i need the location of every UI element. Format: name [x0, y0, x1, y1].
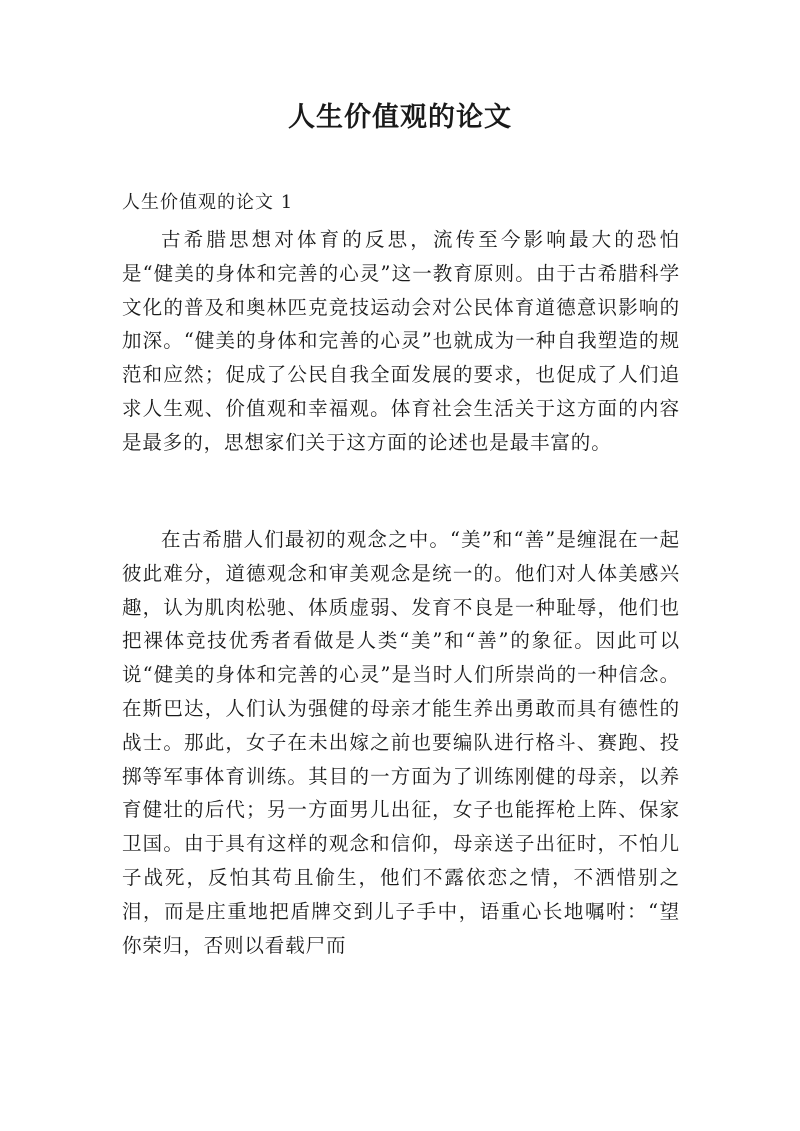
- paragraph-2: 在古希腊人们最初的观念之中。“美”和“善”是缠混在一起彼此难分，道德观念和审美观念是统一的。他们对人体美感兴趣，认为肌肉松驰、体质虚弱、发育不良是一种耻辱，他们也把裸体竞技优秀者看做是人类“美”和“善”的象征。因此可以说“健美的身体和完善的心灵”是当时人们所崇尚的一种信念。在斯巴达，人们认为强健的母亲才能生养出勇敢而具有德性的战士。那此，女子在未出嫁之前也要编队进行格斗、赛跑、投掷等军事体育训练。其目的一方面为了训练刚健的母亲，以养育健壮的后代；另一方面男儿出征，女子也能挥枪上阵、保家卫国。由于具有这样的观念和信仰，母亲送子出征时，不怕儿子战死，反怕其苟且偷生，他们不露依恋之情，不洒惜别之泪，而是庄重地把盾牌交到儿子手中，语重心长地嘱咐：“望你荣归，否则以看载尸而: [122, 528, 680, 957]
- document-title: 人生价值观的论文: [288, 102, 512, 133]
- paragraph-1: 古希腊思想对体育的反思，流传至今影响最大的恐怕是“健美的身体和完善的心灵”这一教育原则。由于古希腊科学文化的普及和奥林匹克竞技运动会对公民体育道德意识影响的加深。“健美的身体和完善的心灵”也就成为一种自我塑造的规范和应然；促成了公民自我全面发展的要求，也促成了人们追求人生观、价值观和幸福观。体育社会生活关于这方面的内容是最多的，思想家们关于这方面的论述也是最丰富的。: [122, 228, 680, 454]
- section-heading: 人生价值观的论文 1: [122, 192, 294, 213]
